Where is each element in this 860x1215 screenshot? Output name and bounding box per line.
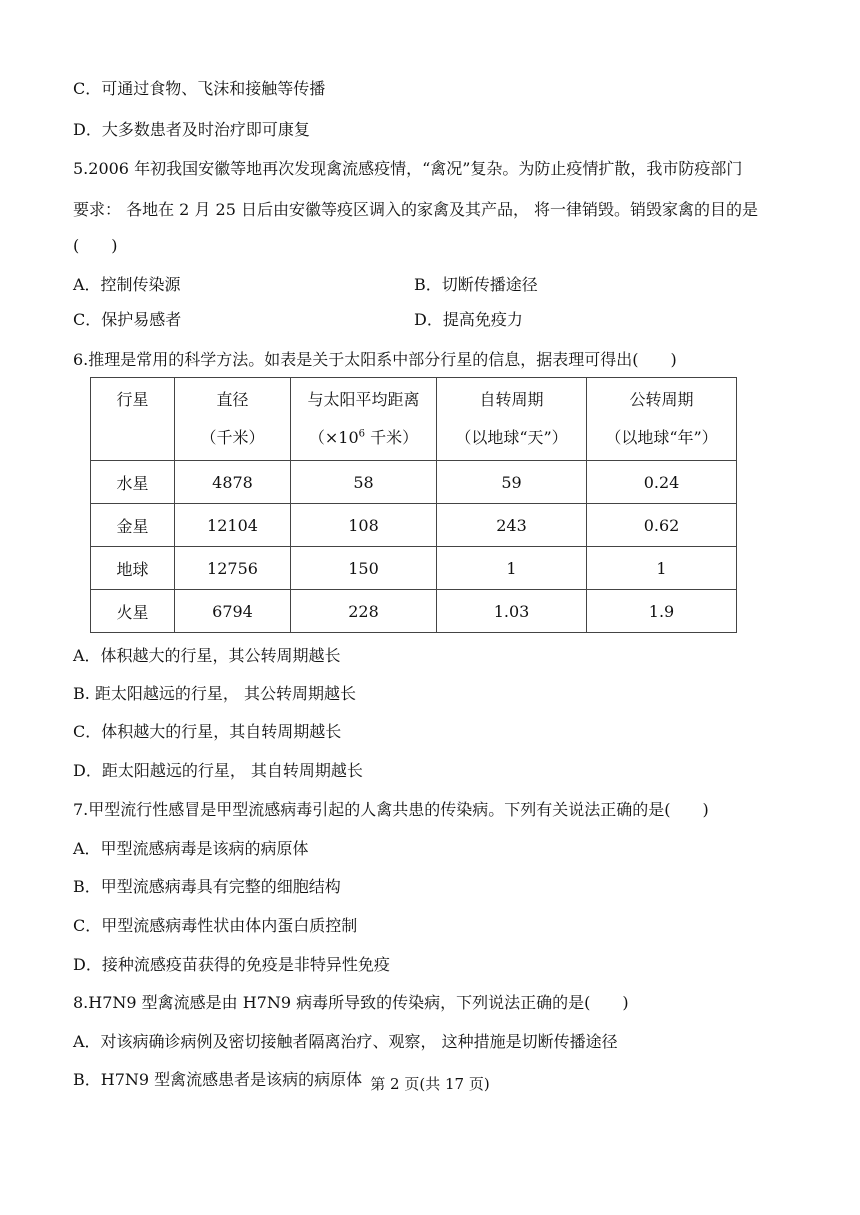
table-row (91, 547, 737, 590)
table-row (91, 590, 737, 633)
table-cell: 地球 (91, 547, 175, 590)
header-distance-label: 与太阳平均距离 (307, 390, 420, 409)
table-cell: 243 (437, 504, 587, 547)
option-4d: D．大多数患者及时治疗即可康复 (73, 120, 310, 139)
table-cell: 108 (291, 504, 437, 547)
table-cell: 228 (291, 590, 437, 633)
option-7b: B．甲型流感病毒具有完整的细胞结构 (73, 877, 341, 896)
header-revolution-label: 公转周期 (629, 390, 694, 409)
question-5-line-2: 要求： 各地在 2 月 25 日后由安徽等疫区调入的家禽及其产品， 将一律销毁。销毁家禽的目的是 (73, 200, 759, 219)
header-rotation-unit: （以地球“天”） (455, 428, 568, 447)
option-5a: A．控制传染源 (73, 275, 181, 294)
table-cell: 1 (437, 547, 587, 590)
option-7a: A．甲型流感病毒是该病的病原体 (73, 839, 309, 858)
header-diameter (175, 378, 291, 461)
header-planet-label: 行星 (116, 390, 149, 409)
option-8b: B．H7N9 型禽流感患者是该病的病原体 (73, 1070, 363, 1089)
question-8-stem: 8.H7N9 型禽流感是由 H7N9 病毒所导致的传染病，下列说法正确的是( ) (73, 993, 629, 1012)
question-7-stem: 7.甲型流行性感冒是甲型流感病毒引起的人禽共患的传染病。下列有关说法正确的是( ) (73, 800, 709, 819)
option-7d: D．接种流感疫苗获得的免疫是非特异性免疫 (73, 955, 390, 974)
table-cell: 水星 (91, 461, 175, 504)
question-6-stem: 6.推理是常用的科学方法。如表是关于太阳系中部分行星的信息，据表理可得出( ) (73, 350, 677, 369)
option-6d: D．距太阳越远的行星， 其自转周期越长 (73, 761, 363, 780)
option-5d: D．提高免疫力 (414, 310, 523, 329)
table-cell: 0.24 (587, 461, 737, 504)
planet-table (90, 377, 737, 633)
header-revolution (587, 378, 737, 461)
table-cell: 58 (291, 461, 437, 504)
table-header-row (91, 378, 737, 461)
header-rotation-label: 自转周期 (479, 390, 544, 409)
table-cell: 1.03 (437, 590, 587, 633)
table-cell: 12756 (175, 547, 291, 590)
table-cell: 6794 (175, 590, 291, 633)
table-cell: 1 (587, 547, 737, 590)
table-cell: 4878 (175, 461, 291, 504)
header-rotation (437, 378, 587, 461)
table-cell: 150 (291, 547, 437, 590)
unit-prefix: （×10 (308, 428, 359, 447)
unit-suffix: 千米） (365, 428, 419, 447)
header-diameter-unit: （千米） (200, 428, 265, 447)
question-5-line-3: ( ) (73, 236, 118, 255)
option-5b: B．切断传播途径 (414, 275, 538, 294)
option-7c: C．甲型流感病毒性状由体内蛋白质控制 (73, 916, 358, 935)
table-cell: 59 (437, 461, 587, 504)
table-cell: 12104 (175, 504, 291, 547)
table-cell: 0.62 (587, 504, 737, 547)
question-5-line-1: 5.2006 年初我国安徽等地再次发现禽流感疫情，“禽况”复杂。为防止疫情扩散，我市防疫部门 (73, 159, 743, 178)
option-6b: B. 距太阳越远的行星， 其公转周期越长 (73, 684, 357, 703)
header-planet (91, 378, 175, 461)
header-distance (291, 378, 437, 461)
option-4c: C．可通过食物、飞沫和接触等传播 (73, 79, 326, 98)
option-5c: C．保护易感者 (73, 310, 182, 329)
option-6c: C．体积越大的行星，其自转周期越长 (73, 722, 342, 741)
header-revolution-unit: （以地球“年”） (605, 428, 718, 447)
table-row (91, 504, 737, 547)
header-diameter-label: 直径 (216, 390, 249, 409)
table-cell: 金星 (91, 504, 175, 547)
table-cell: 1.9 (587, 590, 737, 633)
table-cell: 火星 (91, 590, 175, 633)
option-6a: A．体积越大的行星，其公转周期越长 (73, 646, 341, 665)
header-distance-unit (291, 419, 436, 457)
option-8a: A．对该病确诊病例及密切接触者隔离治疗、观察， 这种措施是切断传播途径 (73, 1032, 618, 1051)
table-row (91, 461, 737, 504)
unit-exponent: 6 (358, 428, 366, 440)
page-footer: 第 2 页(共 17 页) (370, 1075, 490, 1093)
